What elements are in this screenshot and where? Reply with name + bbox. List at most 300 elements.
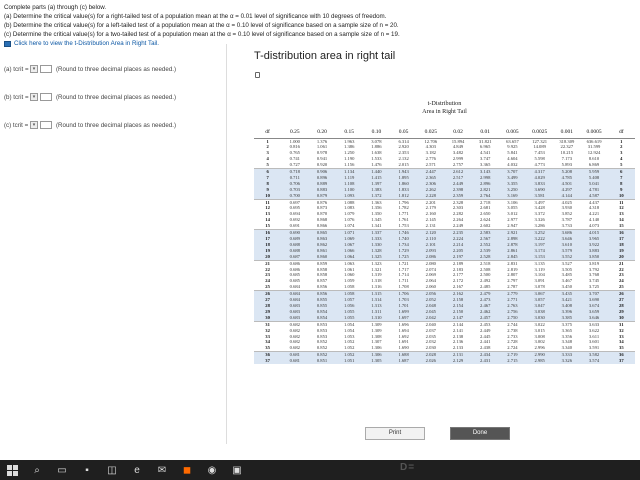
app-icon[interactable]: ▣ xyxy=(232,464,242,476)
table-cell: 3.372 xyxy=(534,211,545,217)
table-cell: 9 xyxy=(254,187,281,193)
table-cell: 3.091 xyxy=(534,278,545,284)
table-cell: 2.763 xyxy=(499,303,526,309)
table-cell: 1.721 xyxy=(390,260,417,266)
table-cell: 2.552 xyxy=(472,242,499,248)
table-cell: 1.533 xyxy=(371,156,382,162)
answer-input-c[interactable] xyxy=(40,121,52,129)
table-cell: 2.093 xyxy=(417,248,444,254)
table-cell: 3.396 xyxy=(553,309,580,315)
table-cell: 1.714 xyxy=(398,272,409,278)
table-cell: 2.921 xyxy=(499,230,526,236)
table-cell: 2.359 xyxy=(444,193,471,199)
table-cell: 33 xyxy=(265,333,270,339)
table-cell: 0.681 xyxy=(281,358,308,364)
table-cell: 0.855 xyxy=(308,297,335,303)
table-cell: 3.286 xyxy=(534,223,545,229)
table-cell: 37 xyxy=(254,358,281,364)
table-cell: 1.706 xyxy=(390,291,417,297)
answer-input-b[interactable] xyxy=(40,93,52,101)
table-cell: 4.317 xyxy=(526,169,553,175)
table-cell: 3.574 xyxy=(580,358,607,364)
table-header-cell: 0.01 xyxy=(472,126,499,138)
table-cell: 1.054 xyxy=(336,321,363,327)
table-cell: 3.579 xyxy=(553,248,580,254)
table-cell: 0.857 xyxy=(316,278,328,284)
table-cell: 2.719 xyxy=(499,352,526,358)
table-cell: 22 xyxy=(619,266,624,272)
table-cell: 3.222 xyxy=(526,236,553,242)
table-cell: 1.000 xyxy=(289,138,300,144)
table-cell: 4.015 xyxy=(580,230,607,236)
table-cell: 3.747 xyxy=(480,156,491,162)
table-cell: 3.055 xyxy=(507,205,518,211)
table-cell: 3.169 xyxy=(499,193,526,199)
table-cell: 1.059 xyxy=(344,278,355,284)
table-cell: 5.841 xyxy=(507,150,518,156)
table-cell: 1.328 xyxy=(363,248,390,254)
search-icon[interactable]: ⌕ xyxy=(34,464,40,476)
table-cell: 2.048 xyxy=(417,303,444,309)
instructions-intro: Complete parts (a) through (c) below. xyxy=(4,4,107,11)
table-cell: 25 xyxy=(619,284,624,290)
table-cell: 29 xyxy=(608,309,635,315)
table-cell: 2.479 xyxy=(472,291,499,297)
answer-label-a: (a) tcrit = xyxy=(4,65,29,73)
table-cell: 0.856 xyxy=(308,291,335,297)
table-cell: 2.445 xyxy=(480,333,491,339)
table-cell: 2.453 xyxy=(472,321,499,327)
table-cell: 2.733 xyxy=(507,333,518,339)
answer-hint-c: (Round to three decimal places as needed.) xyxy=(56,121,177,129)
file-explorer-icon[interactable]: ▪ xyxy=(85,464,89,476)
table-cell: 1.638 xyxy=(371,150,382,156)
table-cell: 1.100 xyxy=(336,187,363,193)
table-cell: 3.153 xyxy=(526,254,553,260)
table-cell: 1.440 xyxy=(363,169,390,175)
table-cell: 3.552 xyxy=(553,254,580,260)
table-cell: 0.870 xyxy=(316,211,328,217)
table-cell: 2.718 xyxy=(472,199,499,205)
table-cell: 2.518 xyxy=(472,260,499,266)
table-cell: 3.745 xyxy=(588,278,600,284)
table-cell: 4.781 xyxy=(580,187,607,193)
instructions xyxy=(4,3,634,48)
table-cell: 3.356 xyxy=(561,333,572,339)
table-cell: 2.129 xyxy=(444,358,471,364)
table-cell: 0.718 xyxy=(281,169,308,175)
table-cell: 4.849 xyxy=(452,144,464,150)
table-cell: 3.707 xyxy=(580,291,607,297)
table-cell: 36 xyxy=(608,352,635,358)
table-cell: 3.197 xyxy=(526,242,553,248)
table-header-cell: 0.001 xyxy=(553,126,580,138)
table-cell: 127.321 xyxy=(532,138,548,144)
table-cell: 3.482 xyxy=(452,150,464,156)
table-header-cell: 0.10 xyxy=(363,126,390,138)
table-cell: 11 xyxy=(254,199,281,205)
table-cell: 1.325 xyxy=(363,254,390,260)
table-cell: 1.771 xyxy=(398,211,409,217)
table-cell: 2.715 xyxy=(499,358,526,364)
table-cell: 0.860 xyxy=(308,254,335,260)
table-cell: 3.787 xyxy=(561,217,572,223)
table-cell: 3.408 xyxy=(553,303,580,309)
table-cell: 0.727 xyxy=(289,162,300,168)
store-icon[interactable]: ◫ xyxy=(107,464,117,476)
table-cell: 3.922 xyxy=(580,242,607,248)
table-cell: 0.711 xyxy=(281,175,308,181)
table-cell: 3.047 xyxy=(526,303,553,309)
table-cell: 2.177 xyxy=(452,272,464,278)
table-cell: 3.833 xyxy=(526,181,553,187)
table-cell: 1.061 xyxy=(316,144,328,150)
table-cell: 2.150 xyxy=(444,309,471,315)
table-cell: 2.144 xyxy=(444,321,471,327)
table-cell: 1.337 xyxy=(363,230,390,236)
table-cell: 1.323 xyxy=(363,260,390,266)
table-cell: 30 xyxy=(254,315,281,321)
table-cell: 3.435 xyxy=(553,291,580,297)
table-header-cell: df xyxy=(608,126,635,138)
table-cell: 3.015 xyxy=(534,327,545,333)
table-cell: 2.797 xyxy=(507,278,518,284)
table-cell: 2.056 xyxy=(417,291,444,297)
table-cell: 4.140 xyxy=(588,217,600,223)
table-cell: 2.136 xyxy=(452,339,464,345)
table-cell: 1.691 xyxy=(398,339,409,345)
watermark: D= xyxy=(400,462,416,473)
table-cell: 6.965 xyxy=(480,144,491,150)
table-cell: 1.699 xyxy=(390,309,417,315)
table-cell: 0.920 xyxy=(316,162,328,168)
table-cell: 2.064 xyxy=(425,278,436,284)
table-cell: 1.321 xyxy=(371,266,382,272)
table-cell: 14.089 xyxy=(533,144,546,150)
table-cell: 2.819 xyxy=(507,266,518,272)
table-cell: 1.052 xyxy=(336,352,363,358)
table-cell: 2.821 xyxy=(472,187,499,193)
mail-icon[interactable]: ✉ xyxy=(157,464,167,476)
table-cell: 0.765 xyxy=(289,150,300,156)
table-cell: 2.896 xyxy=(472,181,499,187)
table-cell: 1.895 xyxy=(390,175,417,181)
table-cell: 16 xyxy=(254,230,281,236)
table-cell: 24 xyxy=(265,278,270,284)
table-cell: 0.695 xyxy=(289,205,300,211)
table-cell: 2.467 xyxy=(472,303,499,309)
table-link[interactable] xyxy=(4,39,634,48)
table-cell: 2.120 xyxy=(417,230,444,236)
table-cell: 1.415 xyxy=(363,175,390,181)
table-cell: 2.998 xyxy=(472,175,499,181)
table-cell: 2.750 xyxy=(499,315,526,321)
table-cell: 1.717 xyxy=(398,266,409,272)
table-cell: 1.696 xyxy=(390,321,417,327)
table-header-cell: 0.0005 xyxy=(580,126,607,138)
table-cell: 2.015 xyxy=(398,162,409,168)
table-cell: 19 xyxy=(608,248,635,254)
table-cell: 2.306 xyxy=(417,181,444,187)
table-cell: 0.684 xyxy=(281,297,308,303)
table-cell: 4.029 xyxy=(526,175,553,181)
table-cell: 20 xyxy=(254,254,281,260)
table-cell: 7 xyxy=(254,175,281,181)
table-cell: 0.684 xyxy=(281,291,308,297)
table-cell: 1.079 xyxy=(344,211,355,217)
table-cell: 18 xyxy=(608,242,635,248)
table-cell: 15.894 xyxy=(451,138,465,144)
table-header-row xyxy=(254,126,635,138)
sign-dropdown-c[interactable]: ▾ xyxy=(30,121,38,129)
table-cell: 1.746 xyxy=(390,230,417,236)
table-cell: 4.541 xyxy=(480,150,491,156)
table-cell: 1.093 xyxy=(336,193,363,199)
table-cell: 2.947 xyxy=(507,223,518,229)
table-cell: 1.060 xyxy=(344,272,355,278)
table-cell: 3.733 xyxy=(561,223,572,229)
table-cell: 10 xyxy=(254,193,281,199)
table-cell: 2.214 xyxy=(444,242,471,248)
table-cell: 2.996 xyxy=(534,345,545,351)
answer-input-a[interactable] xyxy=(40,65,52,73)
table-cell: 2.990 xyxy=(526,352,553,358)
table-cell: 0.691 xyxy=(289,223,300,229)
table-cell: 2.845 xyxy=(499,254,526,260)
answer-label-c: (c) tcrit = xyxy=(4,121,29,129)
table-cell: 2.080 xyxy=(417,260,444,266)
table-cell: 2.228 xyxy=(417,193,444,199)
table-cell: 2.110 xyxy=(417,236,444,242)
table-cell: 1.319 xyxy=(371,272,382,278)
table-header-cell: df xyxy=(254,126,281,138)
table-cell: 1.069 xyxy=(336,236,363,242)
table-cell: 3.622 xyxy=(588,327,600,333)
table-cell: 2.074 xyxy=(425,266,436,272)
table-cell: 2.438 xyxy=(480,345,491,351)
table-cell: 2.167 xyxy=(452,284,464,290)
table-cell: 0.682 xyxy=(289,333,300,339)
table-cell: 1.350 xyxy=(371,211,382,217)
table-cell: 2.431 xyxy=(472,358,499,364)
table-cell: 4.032 xyxy=(507,162,518,168)
table-cell: 2.224 xyxy=(444,236,471,242)
table-cell: 12 xyxy=(265,205,270,211)
table-cell: 3.646 xyxy=(553,236,580,242)
table-cell: 2.764 xyxy=(472,193,499,199)
table-cell: 1.782 xyxy=(398,205,409,211)
table-cell: 0.858 xyxy=(316,272,328,278)
instructions-part-a: (a) Determine the critical value(s) for a right-tailed test of a population mean at the α = 0.01 level of significance with 10 degrees of freedom. xyxy=(4,13,387,20)
table-cell: 3.646 xyxy=(580,315,607,321)
table-cell: 3.768 xyxy=(588,272,600,278)
table-cell: 1.701 xyxy=(390,303,417,309)
table-cell: 0.853 xyxy=(316,333,328,339)
table-row xyxy=(254,358,635,364)
table-link-text[interactable]: Click here to view the t-Distribution Area in Right Tail. xyxy=(14,40,160,47)
task-view-icon[interactable]: ▭ xyxy=(57,464,67,476)
table-cell: 0.906 xyxy=(308,169,335,175)
table-cell: 1.963 xyxy=(344,138,355,144)
table-cell: 0.854 xyxy=(308,309,335,315)
table-cell: 3.143 xyxy=(472,169,499,175)
answer-hint-a: (Round to three decimal places as needed.) xyxy=(56,65,177,73)
table-cell: 0.978 xyxy=(316,150,328,156)
table-cell: 3.340 xyxy=(561,345,572,351)
table-cell: 2.145 xyxy=(425,217,436,223)
table-cell: 3.601 xyxy=(588,339,600,345)
answer-row-a xyxy=(4,62,219,76)
browser-icon[interactable]: ◉ xyxy=(207,464,217,476)
table-cell: 37 xyxy=(608,358,635,364)
table-cell: 0.854 xyxy=(308,315,335,321)
table-cell: 3.610 xyxy=(553,242,580,248)
table-cell: 2.179 xyxy=(425,205,436,211)
table-cell: 1.708 xyxy=(398,284,409,290)
table-header-cell: 0.005 xyxy=(499,126,526,138)
table-cell: 2.441 xyxy=(480,339,491,345)
table-cell: 2.492 xyxy=(480,278,491,284)
table-cell: 0.682 xyxy=(281,321,308,327)
table-cell: 2.744 xyxy=(499,321,526,327)
table-cell: 0.682 xyxy=(289,339,300,345)
table-cell: 2.162 xyxy=(444,291,471,297)
table-cell: 2.528 xyxy=(472,254,499,260)
table-cell: 6 xyxy=(608,169,635,175)
table-cell: 636.619 xyxy=(586,138,602,144)
table-cell: 2.756 xyxy=(499,309,526,315)
table-cell: 2.517 xyxy=(444,175,471,181)
table-cell: 3.326 xyxy=(534,217,545,223)
table-cell: 0.683 xyxy=(281,303,308,309)
table-cell: 31 xyxy=(254,321,281,327)
table-cell: 2.861 xyxy=(499,248,526,254)
table-cell: 2.898 xyxy=(499,236,526,242)
table-cell: 1.753 xyxy=(398,223,409,229)
table-cell: 7.453 xyxy=(534,150,545,156)
table-cell: 2.831 xyxy=(499,260,526,266)
table-cell: 15 xyxy=(265,223,270,229)
table-cell: 35 xyxy=(619,345,624,351)
table-cell: 2.365 xyxy=(417,175,444,181)
print-button[interactable]: Print xyxy=(365,427,425,440)
explorer-icon[interactable]: ◼ xyxy=(182,464,192,476)
table-cell: 2.447 xyxy=(417,169,444,175)
table-cell: 3.106 xyxy=(499,199,526,205)
table-cell: 22 xyxy=(265,266,270,272)
table-cell: 26 xyxy=(608,291,635,297)
table-cell: 2.583 xyxy=(472,230,499,236)
table-cell: 5.598 xyxy=(534,156,545,162)
table-cell: 6 xyxy=(254,169,281,175)
table-cell: 0.852 xyxy=(308,352,335,358)
table-cell: 0.688 xyxy=(281,242,308,248)
table-cell: 2.738 xyxy=(507,327,518,333)
table-cell: 14 xyxy=(619,217,624,223)
table-header-cell: 0.0025 xyxy=(526,126,553,138)
done-button[interactable]: Done xyxy=(450,427,510,440)
table-cell: 1.796 xyxy=(390,199,417,205)
edge-icon[interactable]: e xyxy=(134,464,140,476)
table-cell: 0.859 xyxy=(308,260,335,266)
table-cell: 1.052 xyxy=(344,345,355,351)
table-cell: 3.067 xyxy=(526,291,553,297)
table-cell: 2.147 xyxy=(444,315,471,321)
t-distribution-table xyxy=(254,126,635,364)
table-cell: 1.076 xyxy=(344,217,355,223)
table-cell: 34 xyxy=(619,339,624,345)
sign-dropdown-b[interactable]: ▾ xyxy=(30,93,38,101)
table-cell: 2.042 xyxy=(417,315,444,321)
table-cell: 5.408 xyxy=(580,175,607,181)
table-cell: 318.309 xyxy=(559,138,575,144)
table-cell: 5.208 xyxy=(553,169,580,175)
table-cell: 3.527 xyxy=(553,260,580,266)
table-cell: 2.612 xyxy=(444,169,471,175)
table-cell: 1.088 xyxy=(336,199,363,205)
table-cell: 0.941 xyxy=(316,156,328,162)
table-cell: 63.657 xyxy=(506,138,519,144)
table-cell: 1.860 xyxy=(390,181,417,187)
table-header-cell: 0.15 xyxy=(336,126,363,138)
table-cell: 5 xyxy=(266,162,269,168)
table-cell: 1.134 xyxy=(336,169,363,175)
table-cell: 2.160 xyxy=(425,211,436,217)
table-cell: 2.807 xyxy=(507,272,518,278)
answer-panel xyxy=(4,62,219,146)
instructions-part-b: (b) Determine the critical value(s) for a left-tailed test of a population mean at the α = 0.10 level of significance based on a sample size of n = 20. xyxy=(4,22,399,29)
table-cell: 4.773 xyxy=(534,162,545,168)
table-cell: 33 xyxy=(619,333,624,339)
table-header-cell: 0.25 xyxy=(281,126,308,138)
table-cell: 3.485 xyxy=(561,272,572,278)
table-cell: 3.135 xyxy=(526,260,553,266)
table-cell: 3.385 xyxy=(553,315,580,321)
table-cell: 30 xyxy=(608,315,635,321)
table-cell: 0.686 xyxy=(281,260,308,266)
table-cell: 34 xyxy=(265,339,270,345)
answer-label-b: (b) tcrit = xyxy=(4,93,29,101)
start-icon[interactable] xyxy=(2,460,22,480)
table-cell: 3.365 xyxy=(561,327,572,333)
table-cell: 3.467 xyxy=(561,278,572,284)
table-cell: 2.235 xyxy=(444,230,471,236)
table-cell: 0.682 xyxy=(289,327,300,333)
table-cell: 3.421 xyxy=(553,297,580,303)
table-cell: 2.045 xyxy=(417,309,444,315)
sign-dropdown-a[interactable]: ▾ xyxy=(30,65,38,73)
table-cell: 8 xyxy=(254,181,281,187)
table-cell: 1 xyxy=(266,138,269,144)
table-cell: 2.032 xyxy=(425,339,436,345)
table-cell: 2.485 xyxy=(480,284,491,290)
table-cell: 2.462 xyxy=(472,309,499,315)
table-cell: 0.703 xyxy=(281,187,308,193)
table-cell: 2.101 xyxy=(417,242,444,248)
table-cell: 1.119 xyxy=(336,175,363,181)
table-cell: 3.104 xyxy=(534,272,545,278)
table-cell: 1.066 xyxy=(336,248,363,254)
table-cell: 27 xyxy=(254,297,281,303)
table-cell: 1.063 xyxy=(336,260,363,266)
table-cell: 1.692 xyxy=(398,333,409,339)
copy-icon[interactable] xyxy=(255,72,260,78)
table-cell: 6.869 xyxy=(588,162,600,168)
table-cell: 0.852 xyxy=(316,339,328,345)
table-cell: 4.073 xyxy=(588,223,600,229)
table-cell: 2.353 xyxy=(398,150,409,156)
table-cell: 0.685 xyxy=(289,278,300,284)
